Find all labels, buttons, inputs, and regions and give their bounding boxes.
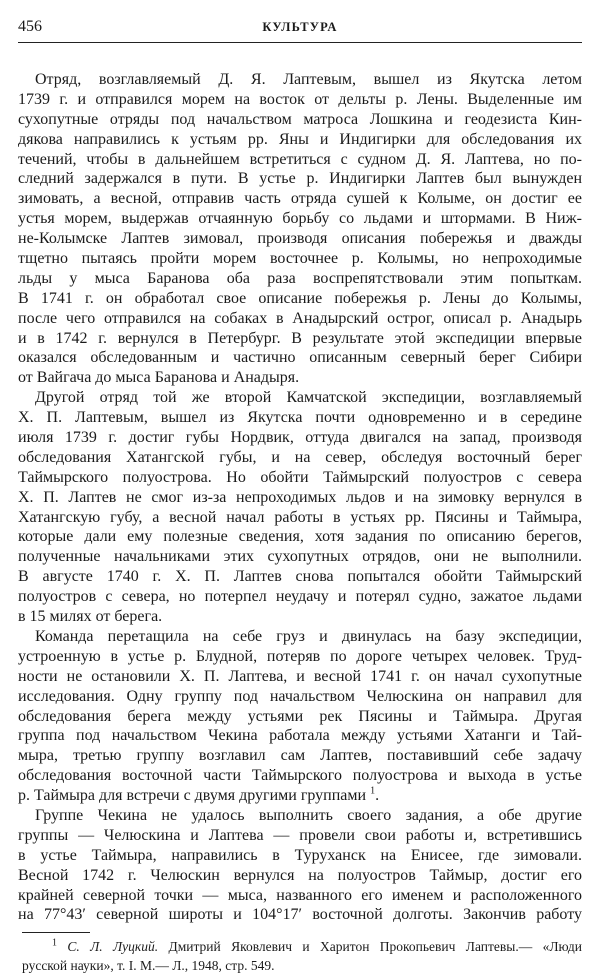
text-line: дякова направились к устьям рр. Яны и Индигирки для обследования их	[18, 130, 582, 148]
text-line: следний задержался в пути. В устье р. Индигирки Лаптев был вынужден	[18, 170, 582, 188]
text-line: устья морем, выдержав отчаянную борьбу со льдами и штормами. В Ниж-	[18, 210, 582, 228]
footnote-text: Дмитрий Яковлевич и Харитон Прокопьевич Лаптевы.— «Люди	[168, 939, 582, 954]
text-line: оказался обследованным и частично описанным северный берег Сибири	[18, 349, 582, 367]
text-line-content: р. Таймыра для встречи с двумя другими группами	[18, 787, 367, 805]
text-line: полуостров с севера, но потерпел неудачу и потерял судно, зажатое льдами	[18, 588, 582, 606]
text-line: В 1741 г. он обработал свое описание побережья р. Лены до Колымы,	[18, 289, 582, 307]
text-line: устроенную в устье р. Блудной, потеряв по дороге четырех человек. Труд-	[18, 647, 582, 665]
paragraph	[18, 806, 582, 925]
page-header	[18, 16, 582, 40]
text-line: и в 1742 г. вернулся в Петербург. В результате этой экспедиции впервые	[18, 329, 582, 347]
text-line: полученные начальниками этих сухопутных отрядов, они не выполнили.	[18, 548, 582, 566]
text-line: не-Колымске Лаптев зимовал, производя описания побережья и дважды	[18, 230, 582, 248]
text-line: льды у мыса Баранова оба раза воспрепятствовали этим попыткам.	[18, 269, 582, 287]
footnote	[22, 937, 582, 975]
page-number: 456	[18, 18, 42, 35]
text-line: которые дали ему полезные сведения, хотя задания по описанию берегов,	[18, 528, 582, 546]
text-line: тщетно пытаясь пройти морем восточнее р. Колымы, но непроходимые	[18, 250, 582, 268]
text-line: от Вайгача до мыса Баранова и Анадыря.	[18, 369, 300, 387]
text-line: в устье Таймыра, направились в Туруханск на Енисее, где зимовали.	[18, 846, 582, 864]
text-line: исследования. Одну группу под начальством Челюскина он направил для	[18, 687, 582, 705]
text-line: Весной 1742 г. Челюскин вернулся на полуостров Таймыр, достиг его	[18, 866, 582, 884]
text-line: июля 1739 г. достиг губы Нордвик, оттуда двигался на запад, производя	[18, 429, 582, 447]
text-line: Отряд, возглавляемый Д. Я. Лаптевым, вышел из Якутска летом	[35, 71, 582, 88]
paragraph	[18, 70, 582, 388]
footnote-line	[22, 937, 582, 956]
text-line: обследования Хатангской губы, и на север, обследуя восточный берег	[18, 448, 582, 466]
text-line: крайней северной точки — мыса, названного его именем и расположенного	[18, 886, 582, 904]
text-line: Команда перетащила на себе груз и двинулась на базу экспедиции,	[35, 627, 582, 645]
text-line: Другой отряд той же второй Камчатской экспедиции, возглавляемый	[35, 389, 582, 407]
body-text	[18, 70, 582, 925]
footnote-author: С. Л. Луцкий.	[67, 939, 159, 954]
text-line: мыра, третью группу возглавил сам Лаптев, поставивший себе задачу	[18, 747, 582, 765]
text-line: обследования берега между устьями рек Пясины и Таймыра. Другая	[18, 707, 582, 725]
text-line: сухопутные отряды под начальством матроса Лошкина и геодезиста Кин-	[18, 110, 582, 128]
text-line: в 15 милях от берега.	[18, 608, 163, 626]
paragraph	[18, 388, 582, 627]
text-line: после чего отправился на собаках в Анадырский острог, описал р. Анадырь	[18, 309, 582, 327]
text-line: Группе Чекина не удалось выполнить своего задания, а обе другие	[35, 806, 582, 824]
text-line: на 77°43′ северной широты и 104°17′ восточной долготы. Закончив работу	[18, 906, 582, 924]
footnote-line: русской науки», т. I. М.— Л., 1948, стр. 549.	[22, 958, 275, 973]
text-line: Х. П. Лаптев не смог из-за непроходимых льдов и на зимовку вернулся в	[18, 488, 582, 506]
punctuation: .	[375, 787, 380, 805]
text-line	[18, 786, 582, 806]
text-line: Таймырского полуострова. Но обойти Таймырский полуостров с севера	[18, 468, 582, 486]
text-line: течений, чтобы в дальнейшем встретиться с судном Д. Я. Лаптева, но по-	[18, 150, 582, 168]
text-line: ности не остановили Х. П. Лаптева, и весной 1741 г. он начал сухопутные	[18, 667, 582, 685]
paragraph	[18, 627, 582, 806]
text-line: группа под начальством Чекина работала между устьями Хатанги и Тай-	[18, 727, 582, 745]
text-line: 1739 г. и отправился морем на восток от дельты р. Лены. Выделенные им	[18, 90, 582, 108]
text-line: обследования восточной части Таймырского полуострова и выхода в устье	[18, 767, 582, 785]
footnote-rule	[22, 932, 90, 933]
footnote-reference[interactable]: 1	[370, 785, 376, 797]
text-line: В августе 1740 г. Х. П. Лаптев снова попытался обойти Таймырский	[18, 568, 582, 586]
header-rule	[18, 42, 582, 43]
text-line: зимовать, а весной, отправив часть отряда сушей к Колыме, он достиг ее	[18, 190, 582, 208]
text-line: Хатангскую губу, а весной начал работы в устьях рр. Пясины и Таймыра,	[18, 508, 582, 526]
footnote-marker: 1	[52, 937, 57, 949]
text-line: группы — Челюскина и Лаптева — провели свои работы и, встретившись	[18, 826, 582, 844]
text-line: Х. П. Лаптевым, вышел из Якутска почти одновременно и в середине	[18, 409, 582, 427]
running-title: КУЛЬТУРА	[262, 20, 338, 34]
